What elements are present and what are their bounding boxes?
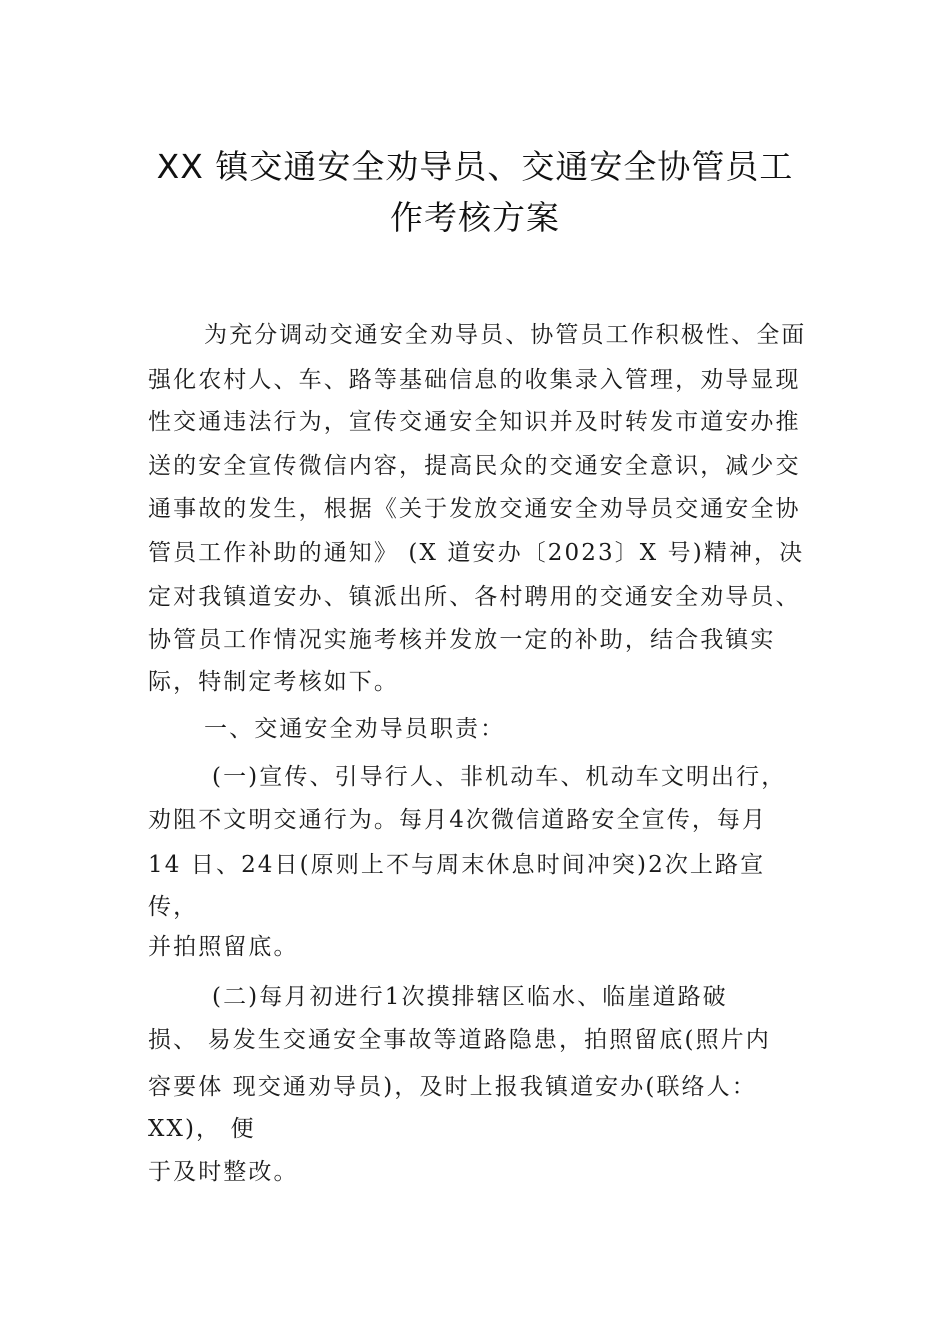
document-title-line-2: 作考核方案 [390,198,560,237]
body-line: 为充分调动交通安全劝导员、协管员工作积极性、全面 [204,322,807,348]
body-line: (二)每月初进行1次摸排辖区临水、临崖道路破 [212,984,728,1010]
body-line: 劝阻不文明交通行为。每月4次微信道路安全宣传，每月 [148,807,768,833]
section-heading: 一、交通安全劝导员职责： [204,716,506,742]
body-line: 损、 易发生交通安全事故等道路隐患，拍照留底(照片内 [148,1027,771,1053]
body-line: 通事故的发生，根据《关于发放交通安全劝导员交通安全协 [148,496,801,522]
body-line: 14 日、24日(原则上不与周末休息时间冲突)2次上路宣 [148,852,766,878]
body-line: 管员工作补助的通知》 (X 道安办〔2023〕X 号)精神，决 [148,540,805,566]
body-line: 性交通违法行为，宣传交通安全知识并及时转发市道安办推 [148,409,801,435]
body-line: 强化农村人、车、路等基础信息的收集录入管理，劝导显现 [148,367,801,393]
body-line: XX)， 便 [148,1116,256,1142]
body-line: 定对我镇道安办、镇派出所、各村聘用的交通安全劝导员、 [148,584,801,610]
document-title-line-1: XX 镇交通安全劝导员、交通安全协管员工 [156,147,794,186]
body-line: 送的安全宣传微信内容，提高民众的交通安全意识，减少交 [148,453,801,479]
body-line: (一)宣传、引导行人、非机动车、机动车文明出行， [212,764,787,790]
body-line: 容要体 现交通劝导员)，及时上报我镇道安办(联络人： [148,1074,757,1100]
body-line: 于及时整改。 [148,1159,299,1185]
body-line: 协管员工作情况实施考核并发放一定的补助，结合我镇实 [148,627,776,653]
body-line: 际，特制定考核如下。 [148,669,399,695]
body-line: 并拍照留底。 [148,934,299,960]
body-line: 传， [148,894,199,920]
